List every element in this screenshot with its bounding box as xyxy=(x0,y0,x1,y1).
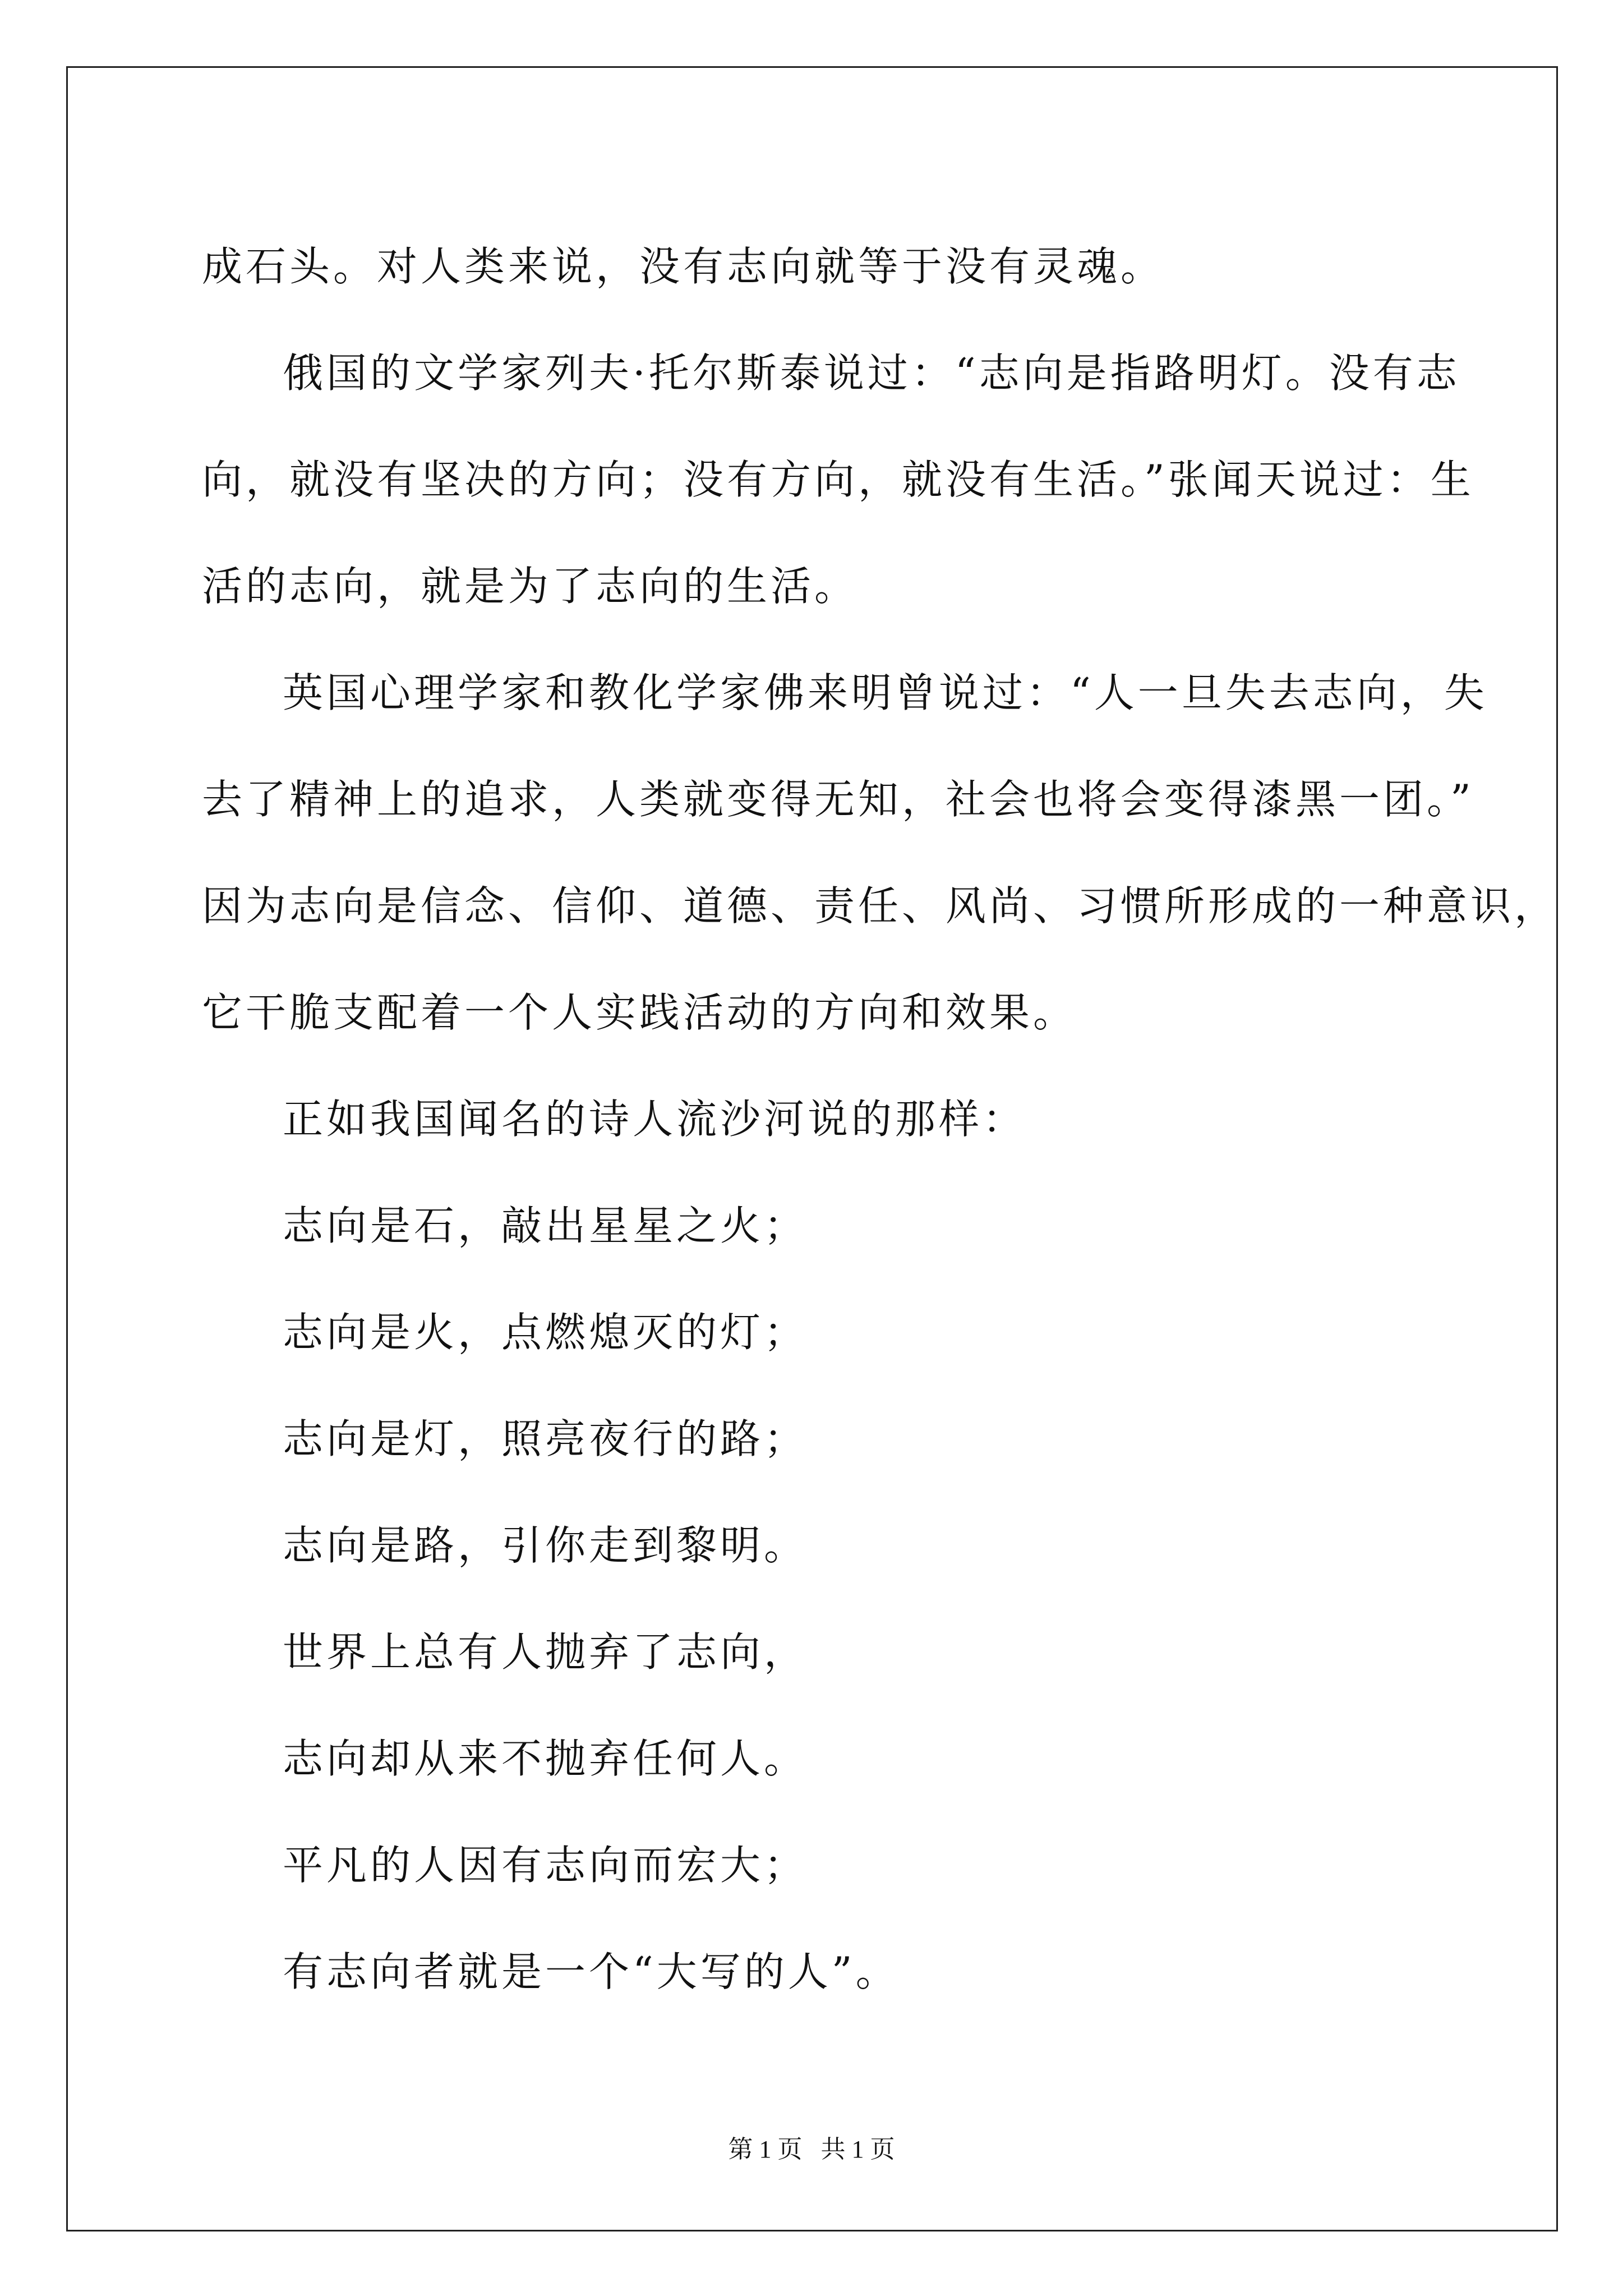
poem-line: 志向是火，点燃熄灭的灯； xyxy=(283,1309,808,1356)
text-line: 活的志向，就是为了志向的生活。 xyxy=(202,563,859,610)
text-line: 它干脆支配着一个人实践活动的方向和效果。 xyxy=(202,989,1077,1036)
poem-line: 志向是路，引你走到黎明。 xyxy=(283,1522,808,1569)
text-line: 英国心理学家和教化学家佛来明曾说过：“人一旦失去志向，失 xyxy=(283,669,1488,716)
text-line: 向，就没有坚决的方向；没有方向，就没有生活。”张闻天说过：生 xyxy=(202,456,1474,503)
poem-line: 志向是灯，照亮夜行的路； xyxy=(283,1415,808,1462)
text-line: 正如我国闻名的诗人流沙河说的那样： xyxy=(283,1096,1027,1143)
poem-line: 平凡的人因有志向而宏大； xyxy=(283,1842,808,1889)
text-line: 俄国的文学家列夫·托尔斯泰说过：“志向是指路明灯。没有志 xyxy=(283,349,1460,397)
text-line: 去了精神上的追求，人类就变得无知，社会也将会变得漆黑一团。” xyxy=(202,776,1474,823)
poem-line: 世界上总有人抛弃了志向， xyxy=(283,1628,808,1676)
document-body xyxy=(202,213,1559,2025)
text-line: 因为志向是信念、信仰、道德、责任、风尚、习惯所形成的一种意识， xyxy=(202,882,1559,930)
poem-line: 志向却从来不抛弃任何人。 xyxy=(283,1735,808,1782)
page-footer: 第 1 页 共 1 页 xyxy=(728,2136,895,2163)
poem-line: 志向是石，敲出星星之火； xyxy=(283,1202,808,1249)
text-line: 成石头。对人类来说，没有志向就等于没有灵魂。 xyxy=(202,243,1165,290)
poem-line: 有志向者就是一个“大写的人”。 xyxy=(283,1948,900,1995)
